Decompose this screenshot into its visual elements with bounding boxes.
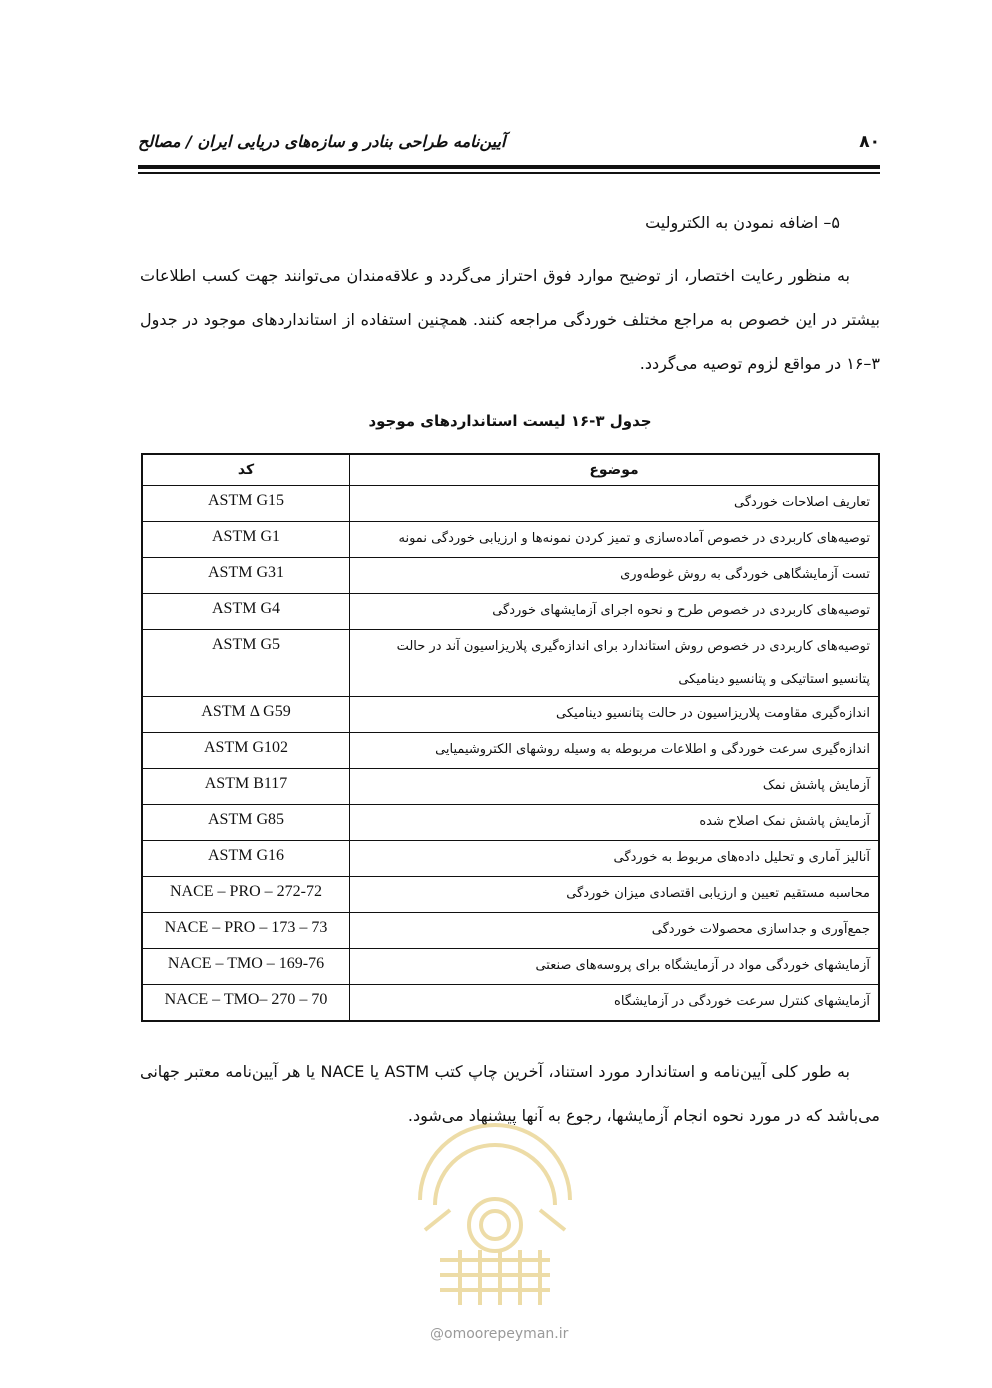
page-header bbox=[138, 128, 880, 160]
table-caption: جدول ۳-۱۶ لیست استانداردهای موجود bbox=[368, 412, 652, 430]
subject-cell: توصیه‌های کاربردی در خصوص آماده‌سازی و تمیز کردن نمونه‌ها و ارزیابی خوردگی نمونه bbox=[350, 522, 880, 558]
code-cell: ASTM G1 bbox=[142, 522, 350, 558]
table-row bbox=[142, 913, 879, 949]
code-cell: ASTM G31 bbox=[142, 558, 350, 594]
subject-cell: توصیه‌های کاربردی در خصوص روش استاندارد برای اندازه‌گیری پلاریزاسیون آند در حالت پتانسیو استاتیکی و پتانسیو دینامیکی bbox=[350, 630, 880, 697]
code-cell: NACE – TMO – 169-76 bbox=[142, 949, 350, 985]
code-cell: 70 – NACE – TMO– 270 bbox=[142, 985, 350, 1022]
code-cell: ASTM B117 bbox=[142, 769, 350, 805]
subject-cell: آزمایشهای کنترل سرعت خوردگی در آزمایشگاه bbox=[350, 985, 880, 1022]
table-row bbox=[142, 697, 879, 733]
table-header-row bbox=[142, 454, 879, 486]
table-row bbox=[142, 877, 879, 913]
code-cell: ASTM G85 bbox=[142, 805, 350, 841]
watermark-url: @omoorepeyman.ir bbox=[430, 1326, 569, 1342]
code-cell: ASTM G4 bbox=[142, 594, 350, 630]
subject-cell: محاسبه مستقیم تعیین و ارزیابی اقتصادی میزان خوردگی bbox=[350, 877, 880, 913]
subject-cell: آزمایش پاشش نمک bbox=[350, 769, 880, 805]
subject-cell: توصیه‌های کاربردی در خصوص طرح و نحوه اجرای آزمایشهای خوردگی bbox=[350, 594, 880, 630]
table-row bbox=[142, 733, 879, 769]
list-item-5: ۵– اضافه نمودن به الکترولیت bbox=[645, 213, 840, 232]
watermark-logo-icon bbox=[400, 1110, 590, 1310]
header-rule-thick bbox=[138, 165, 880, 169]
table-row bbox=[142, 769, 879, 805]
paragraph-intro: به منظور رعایت اختصار، از توضیح موارد فوق احتراز می‌گردد و علاقه‌مندان می‌توانند جهت کسب اطلاعات بیشتر در این خصوص به مراجع مختلف خوردگی مراجعه کنند. همچنین استفاده از استانداردهای موجود در جدول ۳–۱۶ در مواقع لزوم توصیه می‌گردد. bbox=[140, 266, 880, 373]
header-subject: موضوع bbox=[350, 454, 880, 486]
subject-cell: آزمایشهای خوردگی مواد در آزمایشگاه برای پروسه‌های صنعتی bbox=[350, 949, 880, 985]
subject-cell: آزمایش پاشش نمک اصلاح شده bbox=[350, 805, 880, 841]
standards-table bbox=[141, 453, 880, 1022]
subject-cell: تعاریف اصلاحات خوردگی bbox=[350, 486, 880, 522]
table-row bbox=[142, 805, 879, 841]
code-cell: ASTM G102 bbox=[142, 733, 350, 769]
code-cell: ASTM G5 bbox=[142, 630, 350, 697]
subject-cell: جمع‌آوری و جداسازی محصولات خوردگی bbox=[350, 913, 880, 949]
table-row bbox=[142, 558, 879, 594]
table-row bbox=[142, 985, 879, 1022]
table-row bbox=[142, 486, 879, 522]
table-row bbox=[142, 949, 879, 985]
header-rule-thin bbox=[138, 172, 880, 174]
running-title: آیین‌نامه طراحی بنادر و سازه‌های دریایی ایران / مصالح bbox=[138, 132, 506, 151]
code-cell: ASTM Δ G59 bbox=[142, 697, 350, 733]
code-cell: ASTM G16 bbox=[142, 841, 350, 877]
code-cell: NACE – PRO – 272-72 bbox=[142, 877, 350, 913]
subject-cell: تست آزمایشگاهی خوردگی به روش غوطه‌وری bbox=[350, 558, 880, 594]
page-number: ۸۰ bbox=[859, 132, 880, 152]
subject-cell: اندازه‌گیری سرعت خوردگی و اطلاعات مربوطه به وسیله روشهای الکتروشیمیایی bbox=[350, 733, 880, 769]
table-row bbox=[142, 522, 879, 558]
paragraph-closing: به طور کلی آیین‌نامه و استاندارد مورد استناد، آخرین چاپ کتب ASTM یا NACE یا هر آیین‌نامه معتبر جهانی می‌باشد که در مورد نحوه انجام آزمایشها، رجوع به آنها پیشنهاد می‌شود. bbox=[140, 1062, 880, 1125]
header-code: کد bbox=[142, 454, 350, 486]
subject-cell: اندازه‌گیری مقاومت پلاریزاسیون در حالت پتانسیو دینامیکی bbox=[350, 697, 880, 733]
table-row bbox=[142, 841, 879, 877]
code-cell: ASTM G15 bbox=[142, 486, 350, 522]
subject-cell: آنالیز آماری و تحلیل داده‌های مربوط به خوردگی bbox=[350, 841, 880, 877]
code-cell: 73 – NACE – PRO – 173 bbox=[142, 913, 350, 949]
table-row bbox=[142, 594, 879, 630]
table-row bbox=[142, 630, 879, 697]
